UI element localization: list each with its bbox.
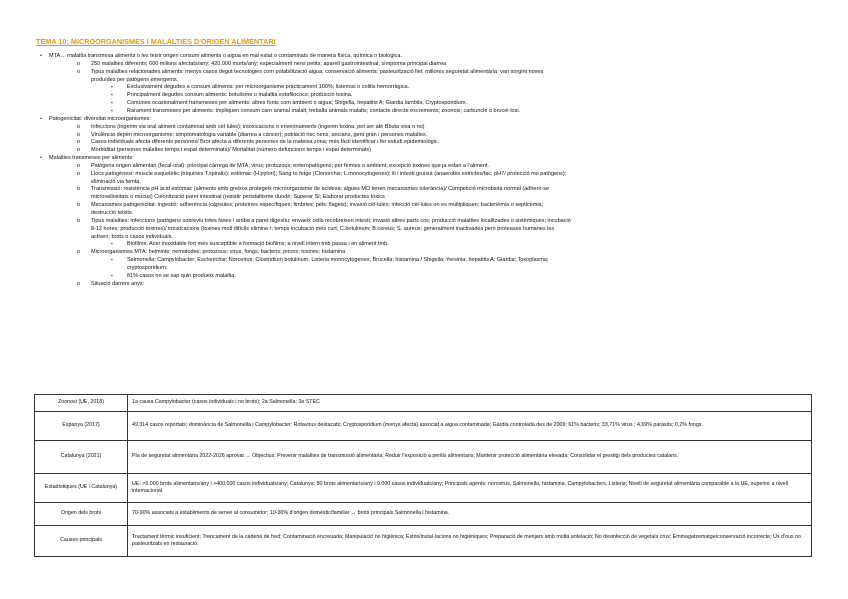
outline-text: Microorganismes MTA: helmints; nematodes; protozous; virus; fongs; bacteris; prions; toxines; histamina xyxy=(91,249,346,256)
bullet-marker: o xyxy=(77,162,81,169)
outline-text: Malalties transmeses per aliments: xyxy=(49,155,134,162)
outline-text: activen; brots o casos individuals. xyxy=(91,233,173,240)
document-title: TEMA 10: MICROORGANISMES I MALALTIES D'ORIGEN ALIMENTARI xyxy=(36,37,276,46)
outline-text: 81% casos no se sap quin produeix malaltia. xyxy=(127,272,236,279)
outline-item xyxy=(0,272,848,280)
outline-text: Situació darrers anys: xyxy=(91,280,145,287)
outline-text: cryptosporidium. xyxy=(127,264,168,271)
outline-item xyxy=(0,178,848,186)
outline-item xyxy=(0,217,848,225)
bullet-marker: o xyxy=(77,123,81,130)
summary-table xyxy=(34,394,812,557)
bullet-marker: ▪ xyxy=(111,257,113,263)
outline-text: destrucció teixits. xyxy=(91,210,134,216)
table-value-cell: 1a causa Campylobacter (casos individuals i no brots); 2a Salmonella; 3a STEC xyxy=(128,395,812,412)
outline-item xyxy=(0,83,848,91)
outline-item xyxy=(0,60,848,68)
table-key-cell: Estadístiques (UE i Catalunya) xyxy=(35,474,128,503)
outline-text: 8-12 hores; producció toxines)/ intoxicacions (toxines motl difícils elimina r; temps incubació més curt; C.botulinum; B.cereus; S. aureus; generalment inactivades però proteases humanes les xyxy=(91,225,555,232)
outline-text: Llocs patogènesi: muscle esquelètic (triquines T.spiralis); estómac (H.pylori); Sang to fetge (Clonorchis; L.monocytogenes); ili i intestí gruixut (anaerobis estrictes/fac; pH7/ protecció mo patògens); xyxy=(91,170,567,177)
outline-text: microvellositats o mucus) Colonització paret intestinal (resistir peristaltisme duodè; Superar SI; Elaborar productes tòxics xyxy=(91,194,385,201)
outline-item xyxy=(0,76,848,84)
bullet-marker: o xyxy=(77,217,81,224)
table-value-cell: Tractament tèrmic insuficient; Trencament de la cadena de fred; Contaminació encreuada; Manipulació no higiènica; Estris/instal·lacions no higièniques; Preparació de menjars amb molta antelació; No desinfecció de vegetals crus; Emmagatzematge/conservació incorrecte; Ús d'ous no pasteuritzats en restauració. xyxy=(128,526,812,557)
outline-text: Casos individuals afecta diferents persones/ Brot afecta a diferents persones de la mateixa zona; més fàcil identificar i fer estudi epidemiològic. xyxy=(91,139,440,146)
table-key-cell: Causes principals xyxy=(35,526,128,557)
outline-text: Patogenicitat: diversitat microorganismes: xyxy=(49,115,151,122)
table-key-cell: Zoonosi (UE, 2018) xyxy=(35,395,128,412)
outline-text: Tipus malalties: infeccions (patògens sobreviu totes fases i arriba a paret digestiu; envaeix cells recobreixen intestí; invasió altres parts cos; producció malalties localitzades o sistèmiques; incubació xyxy=(91,217,571,224)
outline-item xyxy=(0,52,848,60)
bullet-marker: ▪ xyxy=(111,272,113,278)
bullet-marker: • xyxy=(40,155,42,162)
bullet-marker: • xyxy=(40,115,42,122)
outline-item xyxy=(0,138,848,146)
outline-item xyxy=(0,146,848,154)
bullet-marker: ▪ xyxy=(111,107,113,113)
outline-item xyxy=(0,115,848,123)
outline-item xyxy=(0,99,848,107)
outline-item xyxy=(0,248,848,256)
outline-item xyxy=(0,209,848,217)
outline-item xyxy=(0,154,848,162)
table-value-cell: Pla de seguretat alimentària 2022-2026 aprovat → Objectius: Prevenir malalties de transmissió alimentària; Reduir l'exposició a perills alimentaris; Mantenir protecció alimentària elevada; Consolidar el prestigi dels productes catalans. xyxy=(128,441,812,474)
outline-item xyxy=(0,193,848,201)
bullet-marker: o xyxy=(77,131,81,138)
outline-text: 250 malalties diferents; 600 milions afectats/any; 420.000 morts/any; especialment nens petits; aparell gastrointestinal; símptoma principal diarrea xyxy=(91,60,447,67)
outline-item xyxy=(0,131,848,139)
outline-text: Comunes ocasionalment transmeses per aliments: altres fonts com ambient o aigua; Shigella, hepatitis A; Giardia lamblia; Cryptosporidium. xyxy=(127,100,467,107)
table-row xyxy=(35,503,812,526)
outline-item xyxy=(0,123,848,131)
bullet-marker: o xyxy=(77,186,81,193)
table-value-cell: UE: >5.000 brots alimentaris/any i >400.000 casos individuals/any; Catalunya: 80 brots alimentaris/any i 9.000 casos individuals/any; Principals agents: norovirus, Salmonella, histamina, Campylobacters, Listeria; Nivell de seguretat alimentària comparable a la UE, superior a nivell internacional. xyxy=(128,474,812,503)
outline-item xyxy=(0,240,848,248)
outline-text: MTA→ malaltia transmesa aliments o les teixir origen consum aliments o aigua en mal estat o contaminats de manera física, química o biològica. xyxy=(49,53,402,59)
outline-text: eliminació via femta. xyxy=(91,178,141,185)
outline-item xyxy=(0,233,848,241)
outline-text: Biofilms: Acer inoxidable fort més susceptible a formació biofilms; a nivell intern tmb passa i en aliment tmb. xyxy=(127,241,389,248)
table-row xyxy=(35,526,812,557)
outline-item xyxy=(0,68,848,76)
outline-item xyxy=(0,170,848,178)
bullet-marker: ▪ xyxy=(111,84,113,90)
outline-text: produïdes per patògens emergents. xyxy=(91,76,179,83)
outline-item xyxy=(0,225,848,233)
outline-text: Patògens origen alimentari (fecal-oral): principal càrrega de MTA; virus; protozous; enteropatògens; per femtes o ambient; excepció toxines que ja estan a l'aliment. xyxy=(91,162,490,169)
bullet-marker: o xyxy=(77,280,81,287)
bullet-marker: o xyxy=(77,202,81,209)
outline-text: Principalment degudes consum aliments: botulisme o malaltia estafilococs; producció toxina. xyxy=(127,92,353,99)
outline-item xyxy=(0,264,848,272)
bullet-marker: ▪ xyxy=(111,92,113,98)
table-row xyxy=(35,412,812,441)
outline-text: Rarament transmeses per aliments: impliquen consum carn animal malalt; treballa animals malalts; contacte directe excrements; zoonosi; carbuncle o brucel·losi. xyxy=(127,107,521,114)
table-key-cell: Catalunya (2021) xyxy=(35,441,128,474)
bullet-marker: o xyxy=(77,60,81,67)
bullet-marker: o xyxy=(77,147,81,154)
outline-item xyxy=(0,201,848,209)
outline-item xyxy=(0,280,848,288)
outline-text: Mecanismes patogenicitat: ingestió; adherència (càpsules; proteïnes específiques; fimbries; pèls; flagels); invasió cèl·lules; infecció cèl·lules on es multipliquen; bacterièmia o septicèmia; xyxy=(91,202,544,209)
bullet-marker: o xyxy=(77,170,81,177)
table-row xyxy=(35,395,812,412)
table-value-cell: 49.314 casos reportats; dominància de Salmonella i Campylobacter; Rotavirus destacats; Cryptosporidium (menys afecta) associat a aigua contaminada; Gàrdia controlada des de 2009; 61% bacteris; 33,71% virus ; 4,69% paràsits; 0,2% fongs. xyxy=(128,412,812,441)
outline-text: Infeccions (ingerim via oral aliment contaminat amb cèl·lules); intoxicacions o enverinaments (ingerim toxina, pot ser atè Bbuta viva o no) xyxy=(91,123,425,130)
outline-item xyxy=(0,162,848,170)
bullet-marker: o xyxy=(77,249,81,256)
table-key-cell: Origen dels brots xyxy=(35,503,128,526)
bullet-marker: o xyxy=(77,139,81,146)
outline-item xyxy=(0,107,848,115)
outline-item xyxy=(0,256,848,264)
table-row xyxy=(35,474,812,503)
outline-text: Exclusivament degudes a consum aliments: per microorganisme pràcticament 100%; listeriosi o colitis hemorràgica. xyxy=(127,84,410,91)
bullet-marker: ▪ xyxy=(111,241,113,247)
outline-text: Virulència depèn microorganisme; simptomatologia variable (diarrea a càncer); població risc nens, ancians, gent gran i persones malaltes. xyxy=(91,131,428,138)
outline-item xyxy=(0,185,848,193)
outline-text: Salmonella; Campylobacter; Escherichia; Norovirus; Clostridium botulinum; Listeria monocytogenes; Brucella; histamina / Shigella; Yersinia; hepatitis A; Giardia; Toxoplasma; xyxy=(127,257,549,264)
bullet-marker: ▪ xyxy=(111,100,113,106)
bullet-marker: • xyxy=(40,53,42,59)
outline-text: Transmissió: resistència pH àcid estómac (aliments amb greixos protegeix microorganisme de acidesa; algues MO tenen mecanismes tolerància)/ Competició microbiota normal (adherir-se xyxy=(91,186,550,193)
outline-text: Morbiditat (persones malaltes temps i espai determinats)/ Mortalitat (número defuncions temps i espai determinats) xyxy=(91,147,372,154)
table-value-cell: 70-90% associats a establiments de servei al consumidor; 10-30% d'origen domèstic/familiar → brots principals Salmonella i histamina. xyxy=(128,503,812,526)
bullet-marker: o xyxy=(77,68,81,75)
table-row xyxy=(35,441,812,474)
outline-item xyxy=(0,91,848,99)
outline-text: Tipus malalties relacionades aliments: menys casos degut tecnologies com potabilització aigua; conservació aliments; pasteurització llet; millores seguretat alimentària; van sorgint noves xyxy=(91,68,544,75)
table-key-cell: Espanya (2017) xyxy=(35,412,128,441)
